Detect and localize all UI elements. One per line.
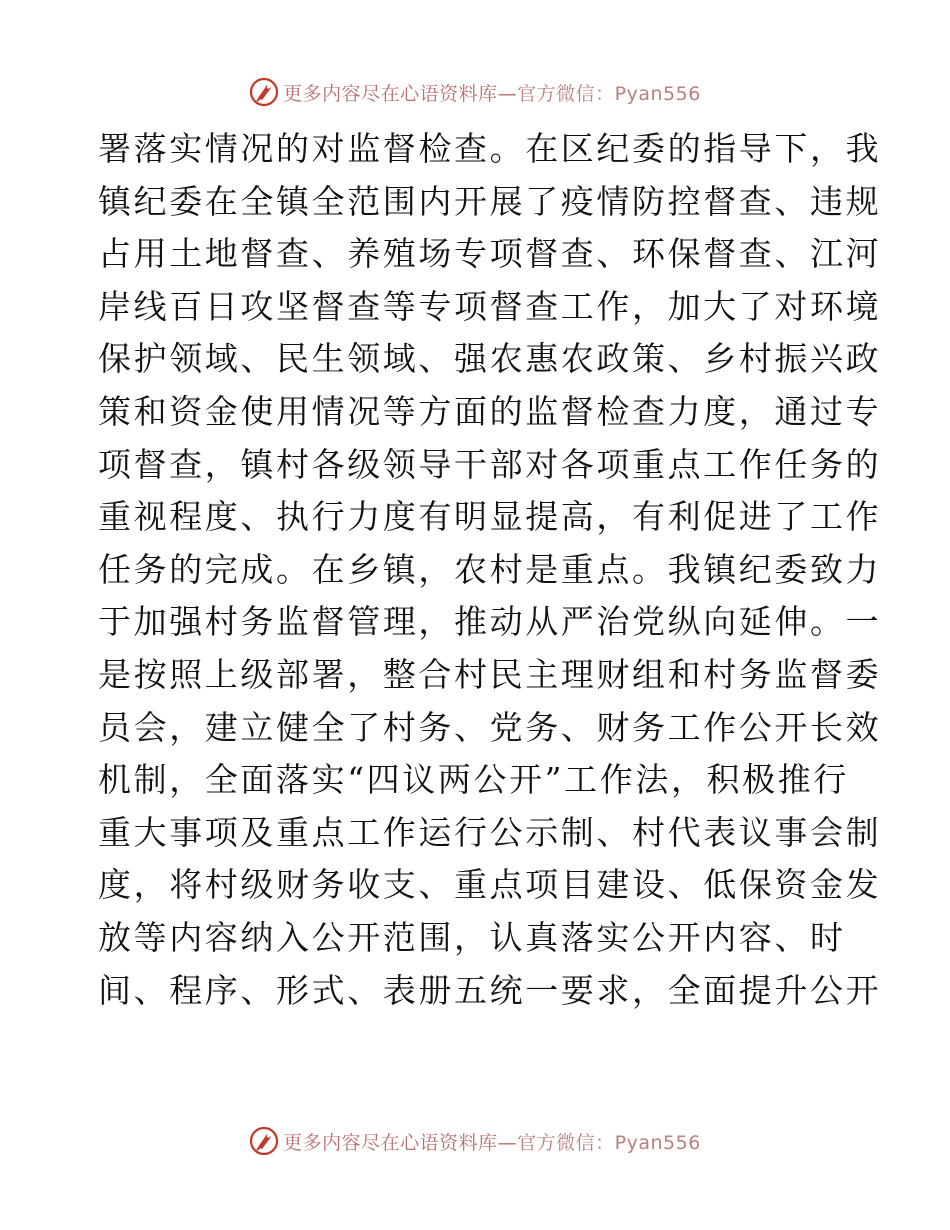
footer-banner-wechat: 官方微信：Pyan556 xyxy=(517,1131,701,1154)
footer-banner xyxy=(0,1121,950,1161)
body-line: 度，将村级财务收支、重点项目建设、低保资金发 xyxy=(98,865,882,905)
footer-banner-dash: — xyxy=(497,1131,518,1154)
body-line: 重视程度、执行力度有明显提高，有利促进了工作 xyxy=(98,497,882,537)
footer-banner-text: 更多内容尽在心语资料库 xyxy=(283,1131,498,1154)
header-banner-text: 更多内容尽在心语资料库 xyxy=(283,82,498,105)
pen-nib-logo-icon xyxy=(249,1126,279,1156)
body-line: 保护领域、民生领域、强农惠农政策、乡村振兴政 xyxy=(98,339,882,379)
body-line: 机制，全面落实“四议两公开”工作法，积极推行 xyxy=(98,760,849,800)
body-line: 是按照上级部署，整合村民主理财组和村务监督委 xyxy=(98,654,882,694)
body-line: 任务的完成。在乡镇，农村是重点。我镇纪委致力 xyxy=(98,549,882,589)
body-line: 员会，建立健全了村务、党务、财务工作公开长效 xyxy=(98,707,882,747)
header-banner-dash: — xyxy=(497,82,518,105)
header-banner-wechat: 官方微信：Pyan556 xyxy=(517,82,701,105)
body-line: 重大事项及重点工作运行公示制、村代表议事会制 xyxy=(98,812,882,852)
body-line: 项督查，镇村各级领导干部对各项重点工作任务的 xyxy=(98,444,882,484)
header-banner xyxy=(0,72,950,112)
body-line: 间、程序、形式、表册五统一要求，全面提升公开 xyxy=(98,970,882,1010)
body-line: 署落实情况的对监督检查。在区纪委的指导下，我 xyxy=(98,129,882,168)
body-line: 于加强村务监督管理，推动从严治党纵向延伸。一 xyxy=(98,602,882,642)
body-line: 策和资金使用情况等方面的监督检查力度，通过专 xyxy=(98,391,882,431)
pen-nib-logo-icon xyxy=(249,77,279,107)
body-line: 岸线百日攻坚督查等专项督查工作，加大了对环境 xyxy=(98,286,882,326)
body-line: 镇纪委在全镇全范围内开展了疫情防控督查、违规 xyxy=(98,181,882,221)
body-line: 放等内容纳入公开范围，认真落实公开内容、时 xyxy=(98,917,846,957)
document-body xyxy=(98,123,882,1017)
body-line: 占用土地督查、养殖场专项督查、环保督查、江河 xyxy=(98,234,882,274)
